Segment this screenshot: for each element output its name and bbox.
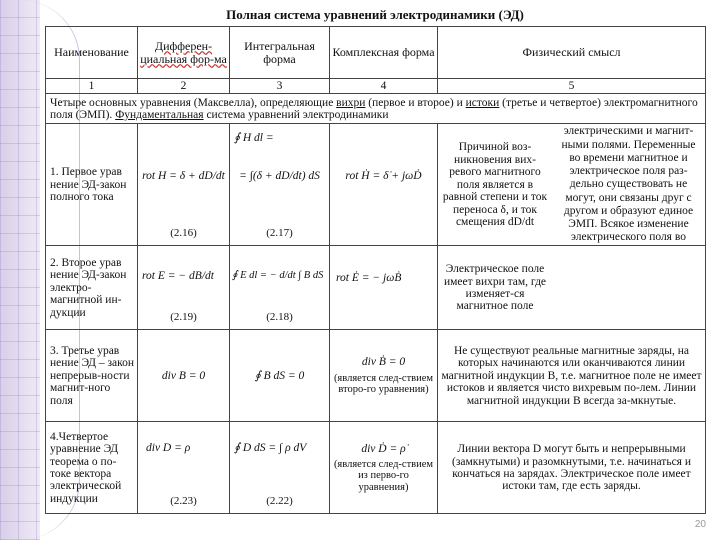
row3-integral-formula: ∮ B dS = 0: [254, 369, 305, 382]
summary-row: [46, 94, 706, 124]
row3-complex-note: (является след-ствием второ-го уравнения): [333, 372, 434, 396]
row3-name: 3. Третье урав нение ЭД – закон непрерыв-ности магнит-ного поля: [46, 330, 138, 422]
row2-complex-formula: rot Ė = − jωḂ: [336, 272, 402, 285]
table-row: [46, 124, 706, 246]
summary-fundamental: Фундаментальная: [115, 108, 204, 121]
row4-diff: [138, 422, 230, 514]
row2-integral-formula: ∮ E dl = − d/dt ∫ B dS: [232, 270, 324, 282]
header-name: Наименование: [46, 27, 138, 79]
row4-complex-note: (является след-ствием из перво-го уравнения): [333, 459, 434, 493]
row2-integral: [230, 246, 330, 330]
table-row: [46, 330, 706, 422]
row3-complex-formula: div Ḃ = 0: [361, 356, 406, 369]
summary-part-b: (первое и второе) и: [365, 96, 466, 109]
col-num-4: 4: [330, 79, 438, 94]
row1-integral-formula: = ∫(δ + dD/dt) dS: [239, 170, 320, 183]
row4-integral-number: (2.22): [266, 494, 293, 507]
page-title: Полная система уравнений электродинамики (ЭД): [226, 7, 524, 22]
summary-part-d: система уравнений электродинамики: [203, 108, 389, 121]
row1-complex-formula: rot Ḣ = δ̇ + jωḊ: [345, 170, 422, 183]
summary-part-c: (третье и четвертое) электромагнитного поля (ЭМП).: [50, 96, 698, 121]
decorative-grid-border: [0, 0, 40, 540]
column-number-row: [46, 79, 706, 94]
summary-part-a: Четыре основных уравнения (Максвелла), определяющие: [50, 96, 337, 109]
row1-physical-text: Причиной воз-никновения вих-ревого магнитного поля является в равной степени и ток переноса δ, и ток смещения dD/dt: [442, 141, 548, 228]
table-row: [46, 246, 706, 330]
header-integral: Интегральная форма: [230, 27, 330, 79]
side-note: электрическими и магнит-ными полями. Переменные во времени магнитное и электрическое поля раз-дельно существовать не могут, они связаны друг с другом и образуют единое ЭМП. Всякое изменение электрического поля во: [561, 125, 696, 244]
header-physical: Физический смысл: [438, 27, 706, 79]
row1-integral-number: (2.17): [266, 226, 293, 239]
summary-sources: истоки: [465, 96, 500, 109]
row2-diff-number: (2.19): [170, 310, 197, 323]
row4-diff-formula: div D = ρ: [146, 442, 191, 455]
row3-diff-formula: div B = 0: [161, 369, 206, 382]
row4-integral-formula: ∮ D dS = ∫ ρ dV: [234, 442, 307, 455]
table-row: [46, 422, 706, 514]
row1-diff: [138, 124, 230, 246]
row3-integral: [230, 330, 330, 422]
col-num-1: 1: [46, 79, 138, 94]
row1-integral-top: ∮ H dl =: [234, 132, 274, 145]
row3-diff: [138, 330, 230, 422]
row3-complex: [330, 330, 438, 422]
header-diff: [138, 27, 230, 79]
row2-diff-formula: rot E = − dB/dt: [142, 270, 214, 283]
row1-complex: [330, 124, 438, 246]
col-num-3: 3: [230, 79, 330, 94]
summary-text: [46, 94, 706, 124]
col-num-5: 5: [438, 79, 706, 94]
row2-physical-text: Электрическое поле имеет вихри там, где изменяет-ся магнитное поле: [443, 263, 547, 313]
row4-complex-formula: div Ḋ = ρ̇: [361, 442, 406, 455]
row1-name: 1. Первое урав нение ЭД-закон полного тока: [46, 124, 138, 246]
equations-table: [45, 26, 706, 514]
summary-vortex: вихри: [336, 96, 366, 109]
row4-diff-number: (2.23): [170, 494, 197, 507]
row2-physical: [438, 246, 706, 330]
col-num-2: 2: [138, 79, 230, 94]
row4-complex: [330, 422, 438, 514]
row2-name: 2. Второе урав нение ЭД-закон электро-магнитной ин-дукции: [46, 246, 138, 330]
row1-physical: [438, 124, 706, 246]
row1-diff-formula: rot H = δ + dD/dt: [142, 170, 225, 183]
row2-integral-number: (2.18): [266, 310, 293, 323]
row4-physical: Линии вектора D могут быть и непрерывными (замкнутыми) и разомкнутыми, т.е. начинаться и кончаться на зарядах. Электрическое поле имеет истоки там, где есть заряды.: [438, 422, 706, 514]
row2-complex: [330, 246, 438, 330]
header-row: [46, 27, 706, 79]
header-complex: Комплексная форма: [330, 27, 438, 79]
row1-diff-number: (2.16): [170, 226, 197, 239]
row1-integral: [230, 124, 330, 246]
row4-integral: [230, 422, 330, 514]
row3-physical: Не существуют реальные магнитные заряды, на которых начинаются или оканчиваются линии магнитной индукции B, т.е. магнитное поле не имеет истоков и является чисто вихревым по-лем. Линии магнитной индукции B всегда за-мкнутые.: [438, 330, 706, 422]
row2-diff: [138, 246, 230, 330]
header-diff-label: Дифферен-циальная фор-ма: [140, 38, 227, 66]
document-sheet: [45, 2, 705, 536]
row4-name: 4.Четвертое уравнение ЭД теорема о по-токе вектора электрической индукции: [46, 422, 138, 514]
page-number: 20: [694, 519, 706, 530]
